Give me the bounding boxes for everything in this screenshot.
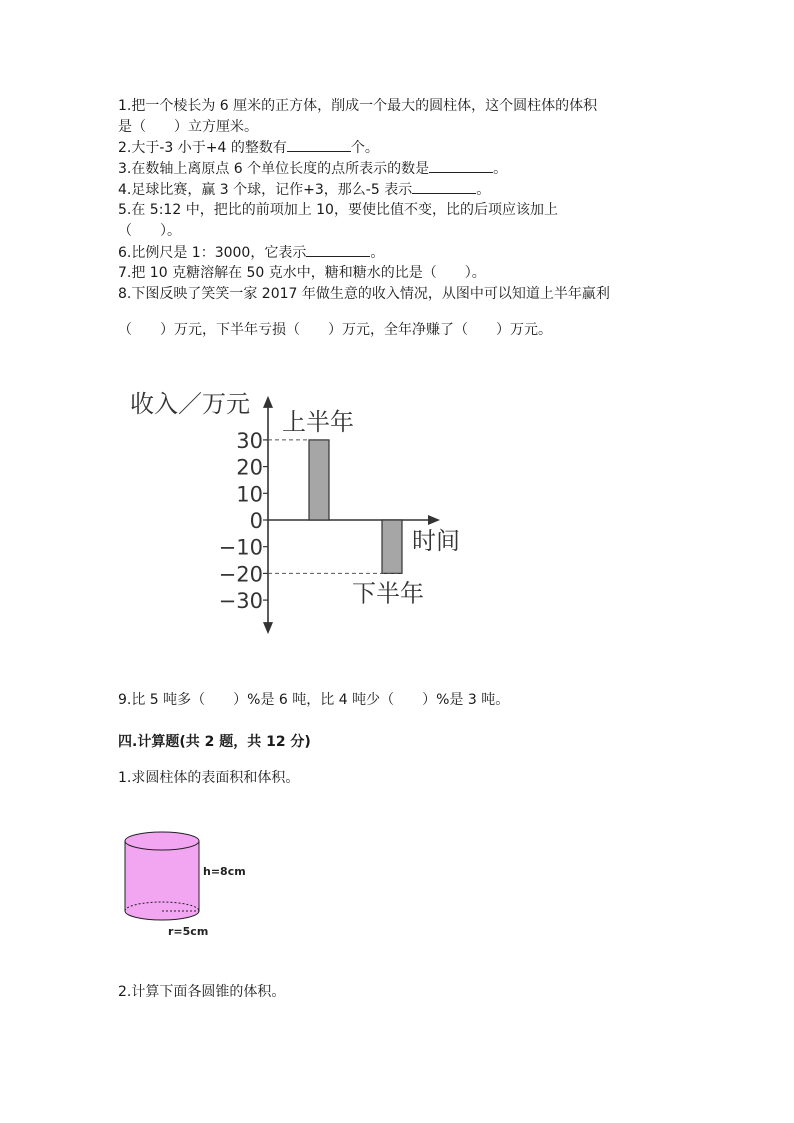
y-tick-label: 30 [236,428,263,453]
question-4-suffix: 。 [476,182,491,198]
question-5-line-1: 5.在 5:12 中，把比的前项加上 10，要使比值不变，比的后项应该加上 [118,202,558,218]
cylinder [125,832,199,920]
chart-labels [130,390,460,613]
question-6-suffix: 。 [370,245,385,261]
x-axis-arrow [428,515,440,525]
y-tick-label: 10 [236,482,263,507]
question-1-line-1: 1.把一个棱长为 6 厘米的正方体，削成一个最大的圆柱体，这个圆柱体的体积 [118,98,598,114]
y-tick-label: −20 [218,562,263,587]
question-8-line-2: （ ）万元，下半年亏损（ ）万元，全年净赚了（ ）万元。 [118,322,552,338]
y-tick-label: −30 [218,589,263,614]
question-8-line-1: 8.下图反映了笑笑一家 2017 年做生意的收入情况，从图中可以知道上半年赢利 [118,286,610,302]
bar [382,520,402,573]
question-6-text: 6.比例尺是 1：3000，它表示 [118,245,307,261]
question-9: 9.比 5 吨多（ ）%是 6 吨，比 4 吨少（ ）%是 3 吨。 [118,692,510,708]
height-label: h=8cm [203,865,246,878]
chart-marks [268,440,402,574]
question-2-suffix: 个。 [350,140,379,156]
cylinder-figure [110,815,260,945]
question-3-suffix: 。 [493,161,508,177]
section-heading: 四.计算题(共 2 题，共 12 分) [118,734,311,750]
problem-2: 2.计算下面各圆锥的体积。 [118,984,286,1000]
x-axis-title: 时间 [412,527,460,555]
question-1-line-2: 是（ ）立方厘米。 [118,119,258,135]
problem-1: 1.求圆柱体的表面积和体积。 [118,770,300,786]
question-4-text: 4.足球比赛，赢 3 个球，记作+3，那么-5 表示 [118,182,413,198]
cylinder-top [125,832,199,850]
y-tick-label: 0 [249,509,263,533]
y-tick-label: −10 [218,535,263,560]
cylinder-body [125,841,199,920]
question-7: 7.把 10 克糖溶解在 50 克水中，糖和糖水的比是（ ）。 [118,265,486,281]
y-tick-label: 20 [236,455,263,480]
bar [309,440,329,520]
question-5-line-2: （ ）。 [118,223,181,239]
question-2-text: 2.大于-3 小于+4 的整数有 [118,140,287,156]
radius-label: r=5cm [168,925,209,938]
question-3-text: 3.在数轴上离原点 6 个单位长度的点所表示的数是 [118,161,430,177]
category-label: 下半年 [352,579,424,608]
y-axis-arrow-up [263,396,273,408]
y-axis-title: 收入／万元 [130,390,250,418]
category-label: 上半年 [282,407,354,436]
y-axis-arrow-down [263,622,273,634]
